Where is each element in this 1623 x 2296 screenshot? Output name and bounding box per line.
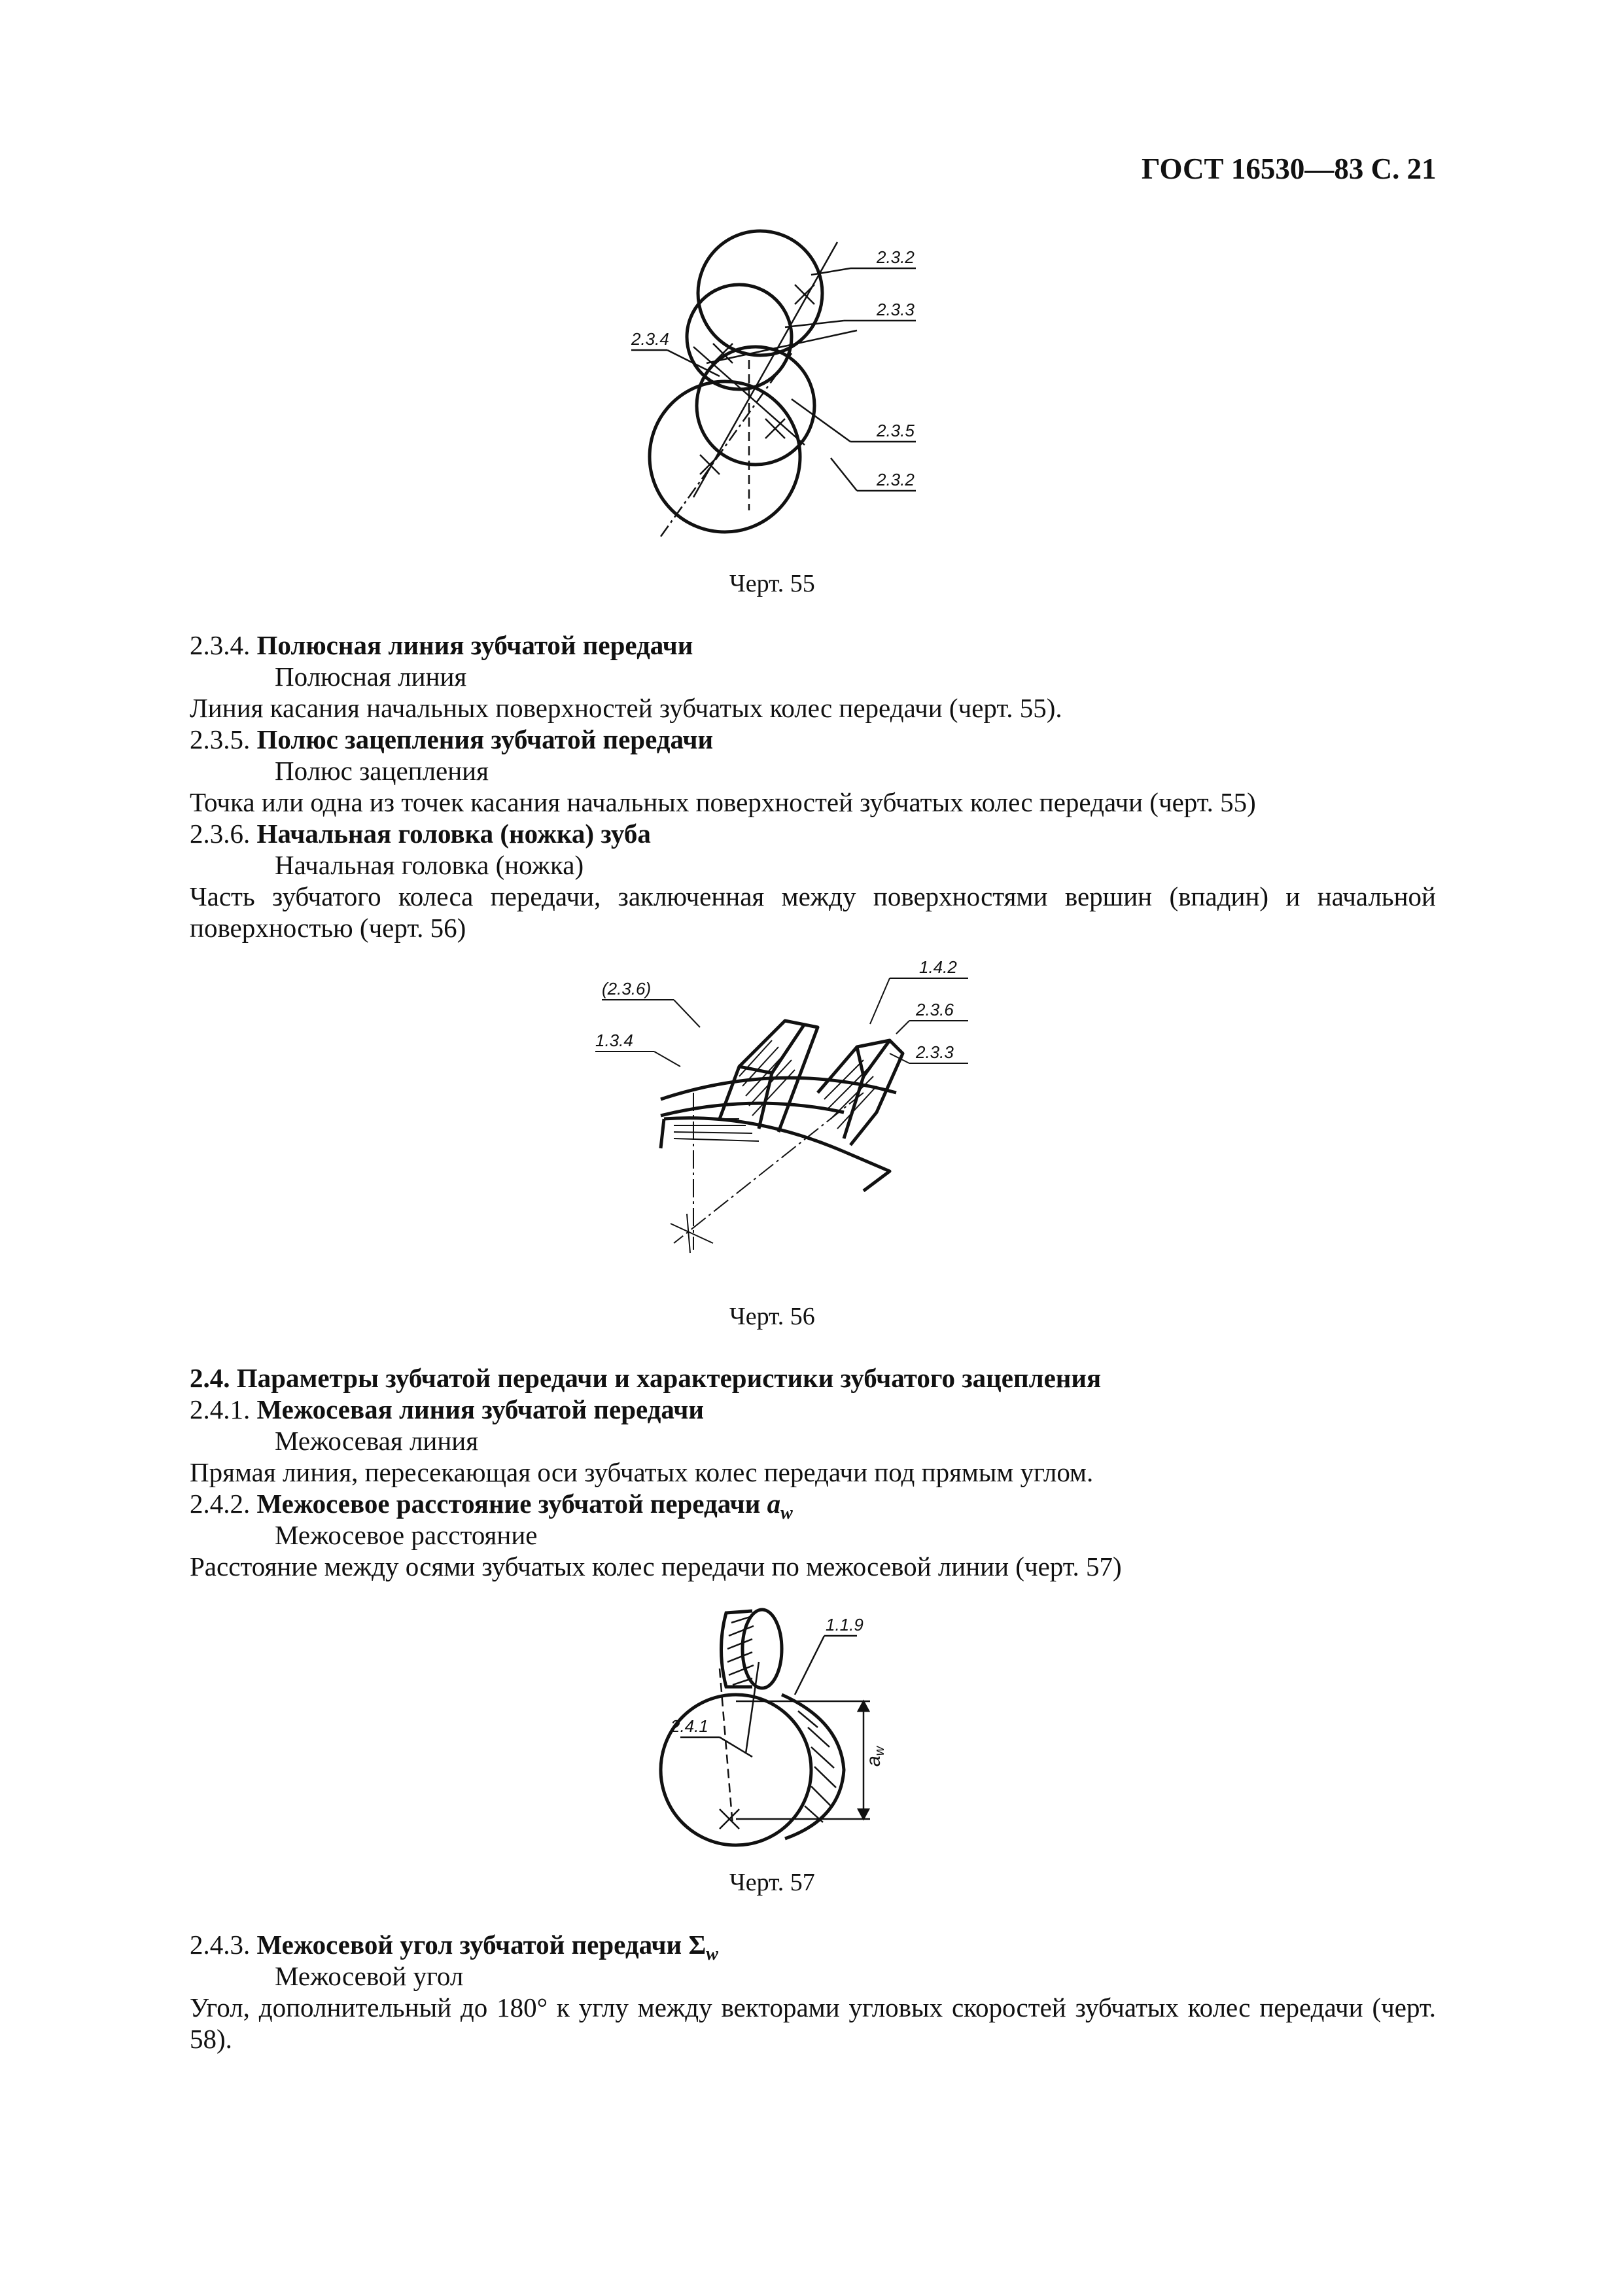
figure-55-caption: Черт. 55: [729, 570, 815, 597]
term-definition: Часть зубчатого колеса передачи, заключенная между поверхностями вершин (впадин) и начальной поверхностью (черт. 56): [190, 881, 1436, 943]
term-definition: Прямая линия, пересекающая оси зубчатых колес передачи под прямым углом.: [190, 1457, 1094, 1487]
term-synonym: Межосевая линия: [275, 1426, 479, 1456]
label-1-1-9: 1.1.9: [826, 1615, 864, 1634]
term-synonym: Межосевой угол: [275, 1961, 464, 1991]
term-number: 2.4.1.: [190, 1394, 251, 1424]
term-title: Полюс зацепления зубчатой передачи: [256, 724, 714, 754]
label-2-4-1: 2.4.1: [671, 1716, 708, 1736]
term-synonym: Начальная головка (ножка): [275, 850, 584, 880]
term-synonym: Межосевое расстояние: [275, 1520, 538, 1550]
term-2-3-4: [190, 629, 693, 661]
term-number: 2.3.5.: [190, 724, 251, 754]
label-2-3-4: 2.3.4: [631, 329, 669, 349]
figure-56-caption: Черт. 56: [729, 1303, 815, 1330]
pinion-front: [742, 1610, 782, 1688]
term-symbol: Σ: [688, 1930, 707, 1960]
label-2-3-2-bottom: 2.3.2: [877, 470, 915, 489]
term-definition: Расстояние между осями зубчатых колес передачи по межосевой линии (черт. 57): [190, 1551, 1122, 1581]
term-title: Межосевой угол зубчатой передачи: [256, 1930, 682, 1960]
figure-57-caption: Черт. 57: [729, 1869, 815, 1896]
label-2-3-2-top: 2.3.2: [877, 247, 915, 267]
label-aw: $a_w$: [863, 1746, 887, 1767]
term-number: 2.3.6.: [190, 819, 251, 849]
term-definition: Линия касания начальных поверхностей зубчатых колес передачи (черт. 55).: [190, 693, 1062, 723]
term-title: Межосевая линия зубчатой передачи: [256, 1394, 705, 1424]
label-1-3-4: 1.3.4: [595, 1031, 633, 1050]
term-symbol-subscript: w: [780, 1503, 793, 1524]
term-symbol: a: [767, 1489, 781, 1519]
term-2-3-6: [190, 818, 651, 849]
term-definition: Точка или одна из точек касания начальных поверхностей зубчатых колес передачи (черт. 55): [190, 787, 1256, 817]
label-2-3-6-paren: (2.3.6): [602, 979, 652, 998]
term-2-3-5: [190, 724, 713, 755]
figure-55: [615, 222, 955, 563]
term-number: 2.4.3.: [190, 1930, 251, 1960]
figure-56: [582, 957, 1001, 1276]
term-title: Межосевое расстояние зубчатой передачи: [256, 1489, 761, 1519]
label-2-3-6: 2.3.6: [916, 1000, 954, 1019]
term-synonym: Полюс зацепления: [275, 756, 489, 786]
figure-57: [654, 1597, 942, 1858]
label-1-4-2: 1.4.2: [919, 957, 957, 977]
term-number: 2.3.4.: [190, 630, 251, 660]
term-definition: Угол, дополнительный до 180° к углу между векторами угловых скоростей зубчатых колес передачи (черт. 58).: [190, 1992, 1436, 2054]
label-2-3-3: 2.3.3: [877, 300, 915, 319]
term-title: Полюсная линия зубчатой передачи: [256, 630, 693, 660]
term-symbol-subscript: w: [706, 1944, 718, 1965]
term-synonym: Полюсная линия: [275, 662, 467, 692]
gear-circle-upper-inner: [687, 285, 792, 389]
term-title: Начальная головка (ножка) зуба: [256, 819, 651, 849]
label-2-3-5: 2.3.5: [877, 421, 915, 440]
label-2-3-3: 2.3.3: [916, 1042, 954, 1062]
term-2-4-1: [190, 1394, 704, 1425]
section-heading-2-4: 2.4. Параметры зубчатой передачи и характеристики зубчатого зацепления: [190, 1363, 1102, 1393]
page-header: ГОСТ 16530—83 С. 21: [1142, 152, 1437, 185]
term-number: 2.4.2.: [190, 1489, 251, 1519]
